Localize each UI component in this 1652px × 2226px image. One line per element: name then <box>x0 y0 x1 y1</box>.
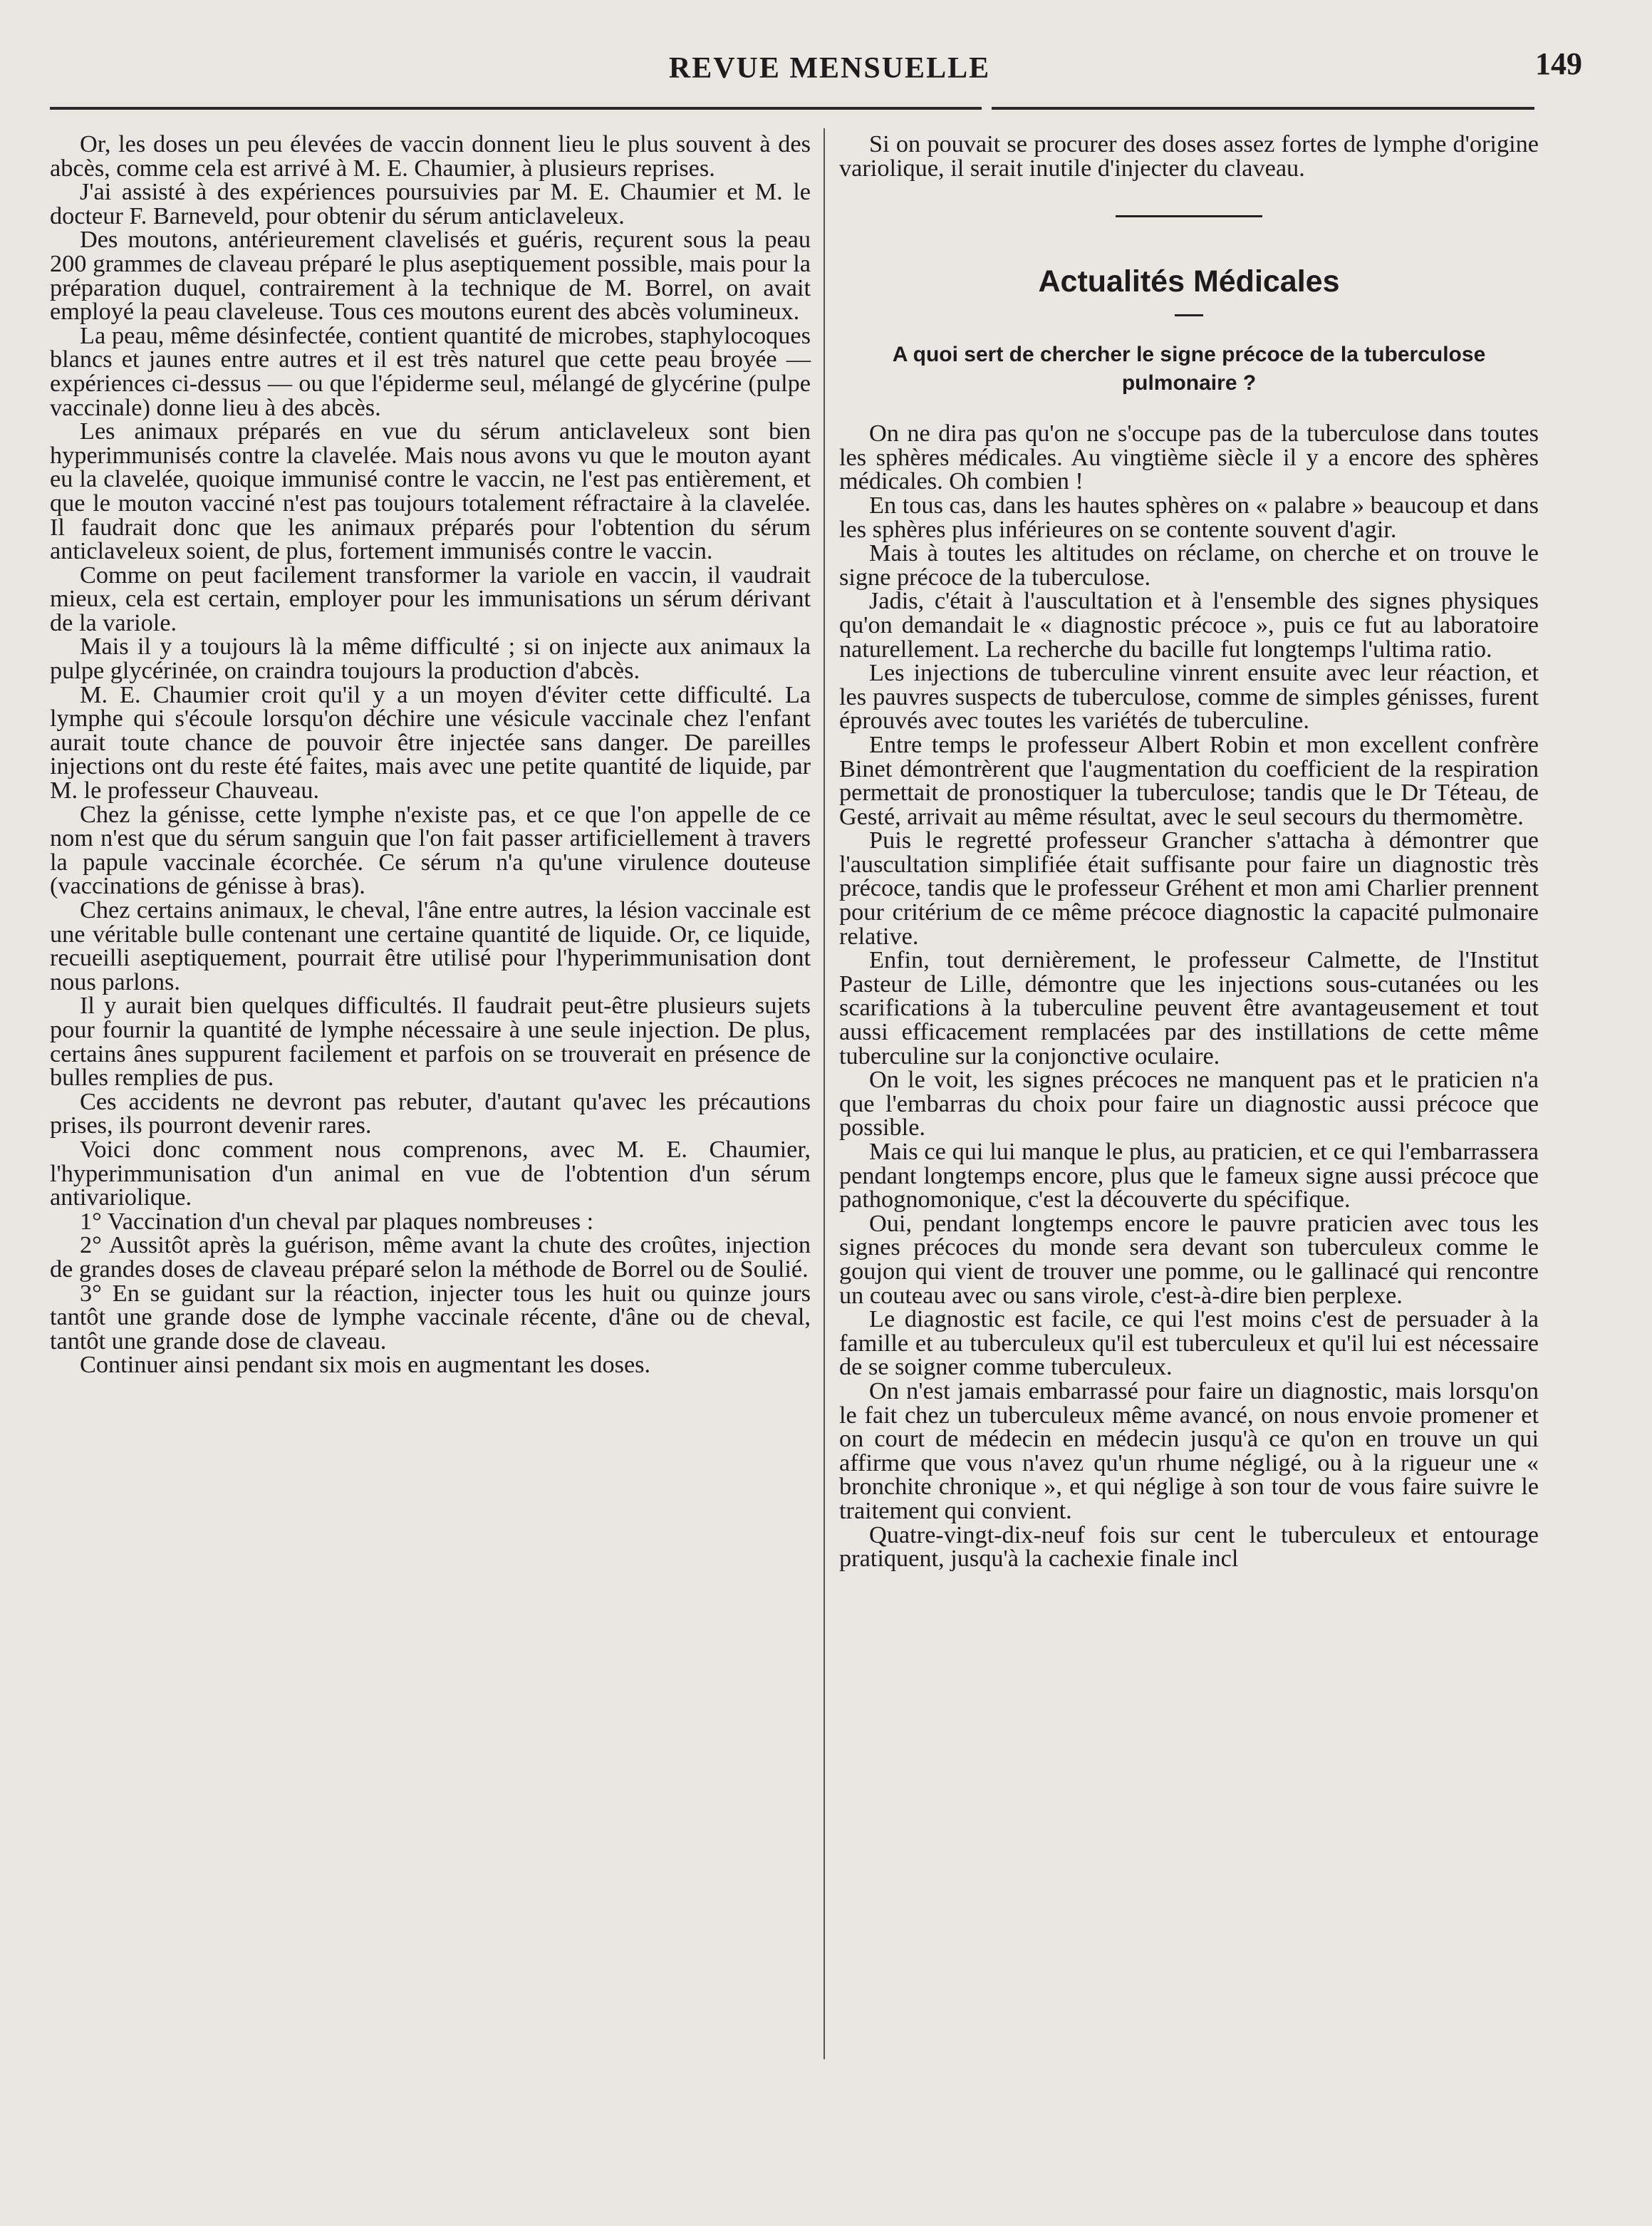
paragraph: Oui, pendant longtemps encore le pauvre praticien avec tous les signes précoces du monde sera devant son tuberculeux comme le goujon qui vient de trouver une pomme, ou le gallinacé qui rencontre un couteau avec ou sans virole, c'est-à-dire bien perplexe. <box>839 1209 1539 1309</box>
paragraph: Entre temps le professeur Albert Robin et mon excellent confrère Binet démontrèrent que l'augmentation du coefficient de la respiration permettait de pronostiquer la tuberculose; tandis que le Dr Téteau, de Gesté, arrivait au même résultat, avec le seul secours du thermomètre. <box>839 730 1539 830</box>
right-column <box>839 130 1539 1573</box>
section-separator <box>1116 215 1262 217</box>
list-item: 2° Aussitôt après la guérison, même avant la chute des croûtes, injection de grandes doses de claveau préparé selon la méthode de Borrel ou de Soulié. <box>50 1231 811 1283</box>
paragraph: Or, les doses un peu élevées de vaccin donnent lieu le plus souvent à des abcès, comme cela est arrivé à M. E. Chaumier, à plusieurs reprises. <box>50 130 811 182</box>
paragraph: On n'est jamais embarrassé pour faire un diagnostic, mais lorsqu'on le fait chez un tuberculeux même avancé, on nous envoie promener et on court de médecin en médecin jusqu'à ce qu'on en trouve un qui affirme que vous n'avez qu'un rhume négligé, ou à la rigueur une « bronchite chronique », et qui néglige à son tour de vous faire suivre le traitement qui convient. <box>839 1377 1539 1524</box>
paragraph: Mais il y a toujours là la même difficulté ; si on injecte aux animaux la pulpe glycérinée, on craindra toujours la production d'abcès. <box>50 633 811 685</box>
paragraph: Comme on peut facilement transformer la variole en vaccin, il vaudrait mieux, cela est certain, employer pour les immunisations un sérum dérivant de la variole. <box>50 561 811 636</box>
column-divider <box>824 128 825 2059</box>
paragraph: Mais à toutes les altitudes on réclame, on cherche et on trouve le signe précoce de la tuberculose. <box>839 539 1539 591</box>
header-rule-left <box>50 107 982 110</box>
paragraph: J'ai assisté à des expériences poursuivies par M. E. Chaumier et M. le docteur F. Barneveld, pour obtenir du sérum anticlaveleux. <box>50 178 811 229</box>
paragraph: Enfin, tout dernièrement, le professeur Calmette, de l'Institut Pasteur de Lille, démontre que les injections sous-cutanées ou les scarifications à la tuberculine peuvent être avantageusement et tout aussi efficacement remplacées par des instillations de cette même tuberculine sur la conjonctive oculaire. <box>839 946 1539 1070</box>
paragraph: Le diagnostic est facile, ce qui l'est moins c'est de persuader à la famille et au tuberculeux qu'il est tuberculeux et qu'il lui est nécessaire de se soigner comme tuberculeux. <box>839 1305 1539 1381</box>
paragraph: Jadis, c'était à l'auscultation et à l'ensemble des signes physiques qu'on demandait le « diagnostic précoce », puis ce fut au laboratoire naturellement. La recherche du bacille fut longtemps l'ultima ratio. <box>839 587 1539 663</box>
intro-paragraph: Si on pouvait se procurer des doses assez fortes de lymphe d'origine variolique, il serait inutile d'injecter du claveau. <box>839 130 1539 182</box>
header-rule-right <box>992 107 1534 110</box>
paragraph: Voici donc comment nous comprenons, avec M. E. Chaumier, l'hyperimmunisation d'un animal en vue de l'obtention d'un sérum antivariolique. <box>50 1135 811 1211</box>
paragraph: Mais ce qui lui manque le plus, au praticien, et ce qui l'embarrassera pendant longtemps encore, plus que le fameux signe aussi précoce que pathognomonique, c'est la découverte du spécifique. <box>839 1138 1539 1213</box>
running-header <box>50 44 1609 94</box>
journal-title: REVUE MENSUELLE <box>668 52 991 85</box>
paragraph: Puis le regretté professeur Grancher s'attacha à démontrer que l'auscultation simplifiée était suffisante pour faire un diagnostic très précoce, tandis que le professeur Gréhent et mon ami Charlier prennent pour critérium de ce même précoce diagnostic la capacité pulmonaire relative. <box>839 827 1539 950</box>
paragraph: Chez la génisse, cette lymphe n'existe pas, et ce que l'on appelle de ce nom n'est que du sérum sanguin que l'on fait passer artificiellement à travers la papule vaccinale écorchée. Ce sérum n'a qu'une virulence douteuse (vaccinations de génisse à bras). <box>50 800 811 900</box>
paragraph: M. E. Chaumier croit qu'il y a un moyen d'éviter cette difficulté. La lymphe qui s'écoule lorsqu'on déchire une vésicule vaccinale chez l'enfant aurait toute chance de pouvoir être injectée sans danger. De pareilles injections ont du reste été faites, mais avec une petite quantité de liquide, par M. le professeur Chauveau. <box>50 680 811 804</box>
list-item: 3° En se guidant sur la réaction, injecter tous les huit ou quinze jours tantôt une grande dose de lymphe vaccinale récente, d'âne ou de cheval, tantôt une grande dose de claveau. <box>50 1279 811 1355</box>
paragraph: En tous cas, dans les hautes sphères on « palabre » beaucoup et dans les sphères plus inférieures on se contente souvent d'agir. <box>839 491 1539 543</box>
list-item: 1° Vaccination d'un cheval par plaques nombreuses : <box>80 1207 594 1235</box>
paragraph: Il y aurait bien quelques difficultés. Il faudrait peut-être plusieurs sujets pour fournir la quantité de lymphe nécessaire à une seule injection. De plus, certains ânes suppurent facilement et parfois on se trouverait en présence de bulles remplies de pus. <box>50 992 811 1092</box>
paragraph: Ces accidents ne devront pas rebuter, d'autant qu'avec les précautions prises, ils pourront devenir rares. <box>50 1087 811 1139</box>
paragraph: Les injections de tuberculine vinrent ensuite avec leur réaction, et les pauvres suspects de tuberculose, comme de simples génisses, furent éprouvés avec toutes les variétés de tuberculine. <box>839 659 1539 735</box>
left-column <box>50 130 811 1379</box>
page-number: 149 <box>1535 46 1582 81</box>
paragraph: Les animaux préparés en vue du sérum anticlaveleux sont bien hyperimmunisés contre la clavelée. Mais nous avons vu que le mouton ayant eu la clavelée, quoique immunisé contre le vaccin, ne l'est pas entièrement, et que le mouton vacciné n'est pas toujours totalement réfractaire à la clavelée. Il faudrait donc que les animaux préparés pour l'obtention du sérum anticlaveleux soient, de plus, fortement immunisés contre le vaccin. <box>50 418 811 565</box>
paragraph: La peau, même désinfectée, contient quantité de microbes, staphylocoques blancs et jaunes entre autres et il est très naturel que cette peau broyée — expériences ci-dessus — ou que l'épiderme seul, mélangé de glycérine (pulpe vaccinale) donne lieu à des abcès. <box>50 321 811 421</box>
title-dash <box>1175 314 1203 316</box>
paragraph: On ne dira pas qu'on ne s'occupe pas de la tuberculose dans toutes les sphères médicales. Au vingtième siècle il y a encore des sphères médicales. Oh combien ! <box>839 420 1539 495</box>
paragraph: On le voit, les signes précoces ne manquent pas et le praticien n'a que l'embarras du choix pour faire un diagnostic aussi précoce que possible. <box>839 1066 1539 1142</box>
paragraph: Chez certains animaux, le cheval, l'âne entre autres, la lésion vaccinale est une véritable bulle contenant une certaine quantité de liquide. Or, ce liquide, recueilli aseptiquement, pourrait être utilisé pour l'hyperimmunisation dont nous parlons. <box>50 896 811 995</box>
section-title: Actualités Médicales <box>1038 264 1340 299</box>
paragraph: Des moutons, antérieurement clavelisés et guéris, reçurent sous la peau 200 grammes de claveau préparé le plus aseptiquement possible, mais pour la préparation duquel, contrairement à la technique de M. Borrel, on avait employé la peau claveleuse. Tous ces moutons eurent des abcès volumineux. <box>50 226 811 326</box>
paragraph: Continuer ainsi pendant six mois en augmentant les doses. <box>80 1351 651 1379</box>
article-title: A quoi sert de chercher le signe précoce de la tuberculose pulmonaire ? <box>892 343 1486 395</box>
paragraph: Quatre-vingt-dix-neuf fois sur cent le tuberculeux et entourage pratiquent, jusqu'à la cachexie finale incl <box>839 1521 1539 1573</box>
